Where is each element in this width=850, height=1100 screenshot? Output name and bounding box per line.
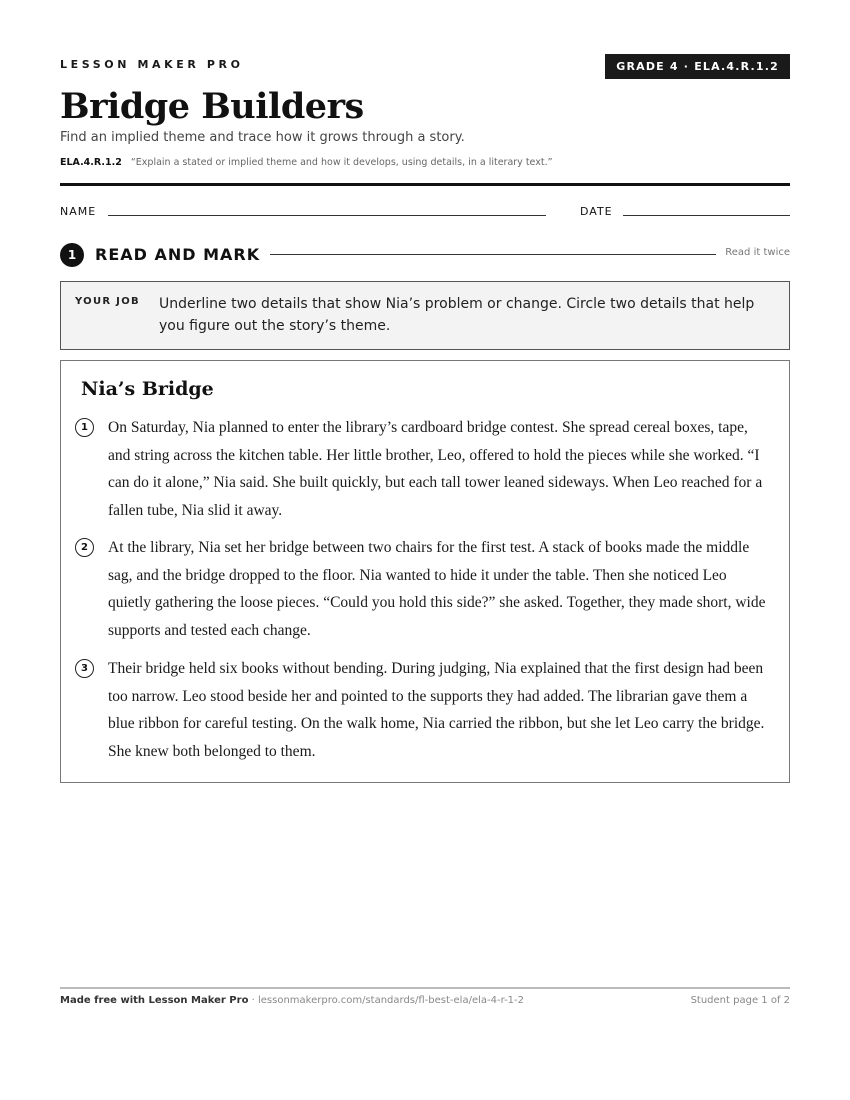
- your-job-text: Underline two details that show Nia’s problem or change. Circle two details that help you figure out the story’s theme.: [159, 296, 755, 334]
- footer-separator: ·: [248, 995, 258, 1006]
- footer-page-number: Student page 1 of 2: [690, 995, 790, 1006]
- paragraph-number-icon: 1: [75, 418, 94, 437]
- section-note: Read it twice: [725, 247, 790, 258]
- date-field[interactable]: [623, 215, 790, 216]
- brand-wordmark: LESSON MAKER PRO: [60, 58, 244, 71]
- paragraph-number-icon: 2: [75, 538, 94, 557]
- name-label: NAME: [60, 205, 97, 218]
- footer-url[interactable]: lessonmakerpro.com/standards/fl-best-ela/ela-4-r-1-2: [257, 995, 525, 1006]
- date-label: DATE: [580, 205, 613, 218]
- section-rule: [270, 254, 716, 255]
- standard-text: “Explain a stated or implied theme and how it develops, using details, in a literary text.”: [130, 157, 553, 168]
- page-subtitle: Find an implied theme and trace how it grows through a story.: [60, 130, 465, 145]
- story-title: Nia’s Bridge: [81, 378, 214, 400]
- your-job-box: [60, 281, 790, 350]
- standard-line: [60, 157, 553, 168]
- standard-code: ELA.4.R.1.2: [60, 157, 122, 168]
- paragraph-text: On Saturday, Nia planned to enter the library’s cardboard bridge contest. She spread cereal boxes, tape, and string across the kitchen table. Her little brother, Leo, offered to hold the pieces while she worked. “I can do it alone,” Nia said. She built quickly, but each tall tower leaned sideways. When Leo reached for a fallen tube, Nia slid it away.: [108, 419, 763, 519]
- section-number-badge: 1: [60, 243, 84, 267]
- story-box: [60, 360, 790, 783]
- paragraph-text: Their bridge held six books without bending. During judging, Nia explained that the first design had been too narrow. Leo stood beside her and pointed to the supports they had added. The librarian gave them a blue ribbon for careful testing. On the walk home, Nia carried the ribbon, but she let Leo carry the bridge. She knew both belonged to them.: [108, 660, 765, 760]
- grade-badge: GRADE 4 · ELA.4.R.1.2: [605, 54, 790, 79]
- paragraph-text: At the library, Nia set her bridge between two chairs for the first test. A stack of books made the middle sag, and the bridge dropped to the floor. Nia wanted to hide it under the table. Then she noticed Leo quietly gathering the loose pieces. “Could you hold this side?” she asked. Together, they made short, wide supports and tested each change.: [108, 539, 766, 639]
- header-divider: [60, 183, 790, 186]
- paragraph-number-icon: 3: [75, 659, 94, 678]
- footer-divider: [60, 987, 790, 989]
- your-job-label: YOUR JOB: [75, 296, 140, 307]
- page-title: Bridge Builders: [60, 86, 364, 127]
- footer-made-with: Made free with Lesson Maker Pro: [60, 995, 249, 1006]
- footer-credit: [60, 995, 524, 1006]
- name-field[interactable]: [108, 215, 546, 216]
- section-title: READ AND MARK: [95, 245, 261, 264]
